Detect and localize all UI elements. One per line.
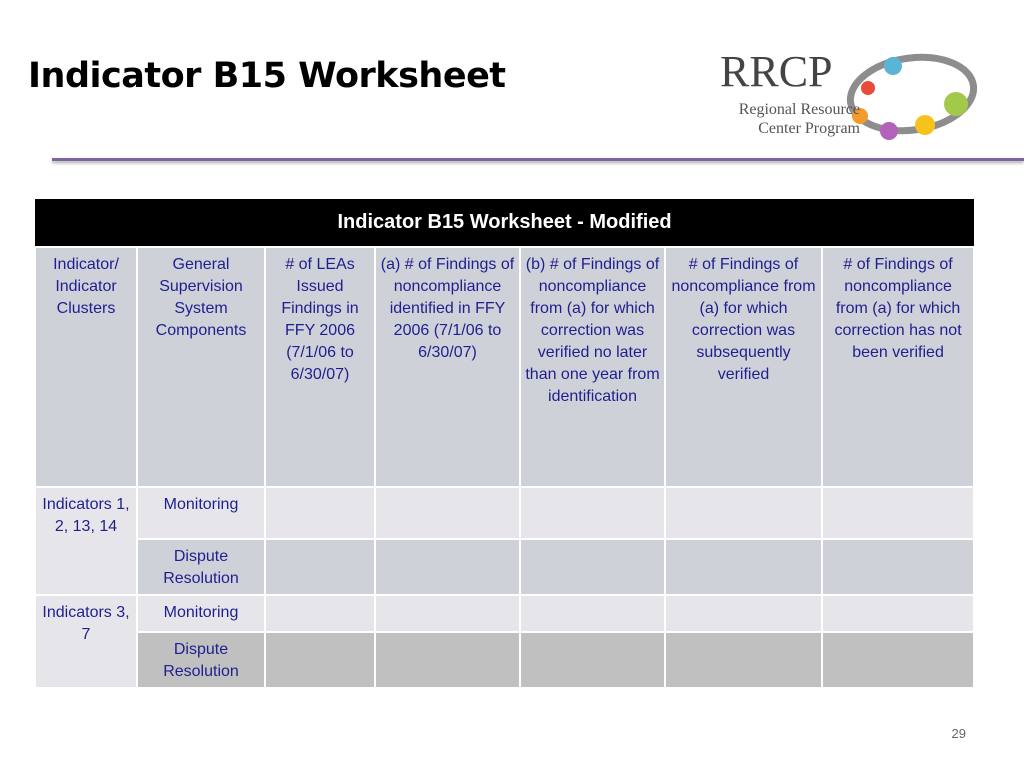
logo-dot-red bbox=[861, 81, 875, 95]
col-header-not-verified: # of Findings of noncompliance from (a) for which correction has not been verified bbox=[822, 247, 974, 487]
table-row bbox=[35, 539, 974, 595]
table-cell bbox=[265, 487, 375, 539]
table-cell bbox=[520, 539, 665, 595]
col-header-system-components: General Supervision System Components bbox=[137, 247, 265, 487]
table-cell bbox=[665, 539, 822, 595]
row-header-cluster: Indicators 3, 7 bbox=[35, 595, 137, 688]
table-row bbox=[35, 595, 974, 632]
row-header-component: Monitoring bbox=[137, 595, 265, 632]
table-cell bbox=[520, 487, 665, 539]
table-cell bbox=[822, 632, 974, 688]
table-cell bbox=[375, 539, 520, 595]
col-header-findings-identified: (a) # of Findings of noncompliance identified in FFY 2006 (7/1/06 to 6/30/07) bbox=[375, 247, 520, 487]
row-header-cluster: Indicators 1, 2, 13, 14 bbox=[35, 487, 137, 595]
rrcp-logo bbox=[690, 48, 990, 148]
logo-line-1: Regional Resource bbox=[738, 101, 860, 118]
slide-title: Indicator B15 Worksheet bbox=[28, 56, 506, 96]
row-header-component: Dispute Resolution bbox=[137, 632, 265, 688]
worksheet-table bbox=[34, 199, 975, 689]
col-header-corrected-within-year: (b) # of Findings of noncompliance from (a) for which correction was verified no later than one year from identification bbox=[520, 247, 665, 487]
row-header-component: Monitoring bbox=[137, 487, 265, 539]
logo-dot-blue bbox=[884, 57, 902, 75]
table-cell bbox=[265, 539, 375, 595]
table-cell bbox=[375, 595, 520, 632]
table-cell bbox=[822, 539, 974, 595]
logo-dot-purple bbox=[880, 122, 898, 140]
row-header-component: Dispute Resolution bbox=[137, 539, 265, 595]
table-row bbox=[35, 632, 974, 688]
table-cell bbox=[822, 487, 974, 539]
table-cell bbox=[665, 487, 822, 539]
table-cell bbox=[665, 595, 822, 632]
col-header-indicator-clusters: Indicator/ Indicator Clusters bbox=[35, 247, 137, 487]
table-cell bbox=[375, 487, 520, 539]
table-cell bbox=[520, 632, 665, 688]
logo-name: RRCP bbox=[720, 47, 833, 96]
table-cell bbox=[265, 632, 375, 688]
table-cell bbox=[822, 595, 974, 632]
table-cell bbox=[375, 632, 520, 688]
page-number: 29 bbox=[951, 726, 966, 741]
table-title: Indicator B15 Worksheet - Modified bbox=[35, 199, 974, 247]
title-divider bbox=[52, 158, 1024, 161]
table-row bbox=[35, 487, 974, 539]
logo-subtitle bbox=[700, 100, 860, 138]
col-header-leas-issued-findings: # of LEAs Issued Findings in FFY 2006 (7/1/06 to 6/30/07) bbox=[265, 247, 375, 487]
column-header-row bbox=[35, 247, 974, 487]
table-cell bbox=[265, 595, 375, 632]
logo-dot-green bbox=[944, 92, 968, 116]
table-cell bbox=[665, 632, 822, 688]
col-header-subsequently-verified: # of Findings of noncompliance from (a) for which correction was subsequently verified bbox=[665, 247, 822, 487]
table-cell bbox=[520, 595, 665, 632]
logo-dot-yellow bbox=[915, 115, 935, 135]
logo-line-2: Center Program bbox=[758, 120, 860, 137]
